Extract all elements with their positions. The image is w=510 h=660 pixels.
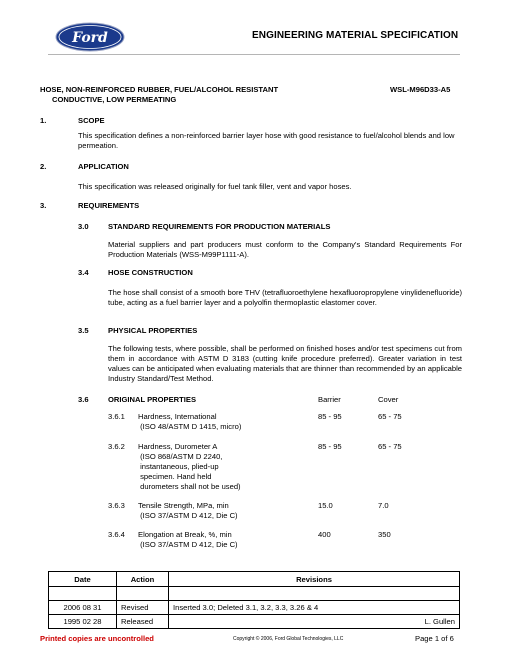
property-label: Tensile Strength, MPa, min <box>138 501 229 510</box>
section-number: 3. <box>40 201 47 210</box>
standard-requirements-text: Material suppliers and part producers must conform to the Company's Standard Requirements For Production Materials (WSS-M99P1111-A). <box>108 240 462 259</box>
property-number: 3.6.1 <box>108 412 125 421</box>
application-text: This specification was released originally for fuel tank filler, vent and vapor hoses. <box>78 182 352 191</box>
scope-text: This specification defines a non-reinforced barrier layer hose with good resistance to fuel/alcohol blends and low permeation. <box>78 131 455 150</box>
property-cover-value: 65 - 75 <box>378 442 402 451</box>
page-title: ENGINEERING MATERIAL SPECIFICATION <box>252 30 459 41</box>
revision-date: 1995 02 28 <box>49 615 117 629</box>
property-barrier-value: 85 - 95 <box>318 412 342 421</box>
property-number: 3.6.3 <box>108 501 125 510</box>
property-label: (ISO 868/ASTM D 2240, <box>138 452 223 461</box>
physical-properties-text: The following tests, where possible, shall be performed on finished hoses and/or test specimens cut from them in accordance with ASTM D 3183 (cutting knife procedure preferred). Greater variation in test values can be anticipated when evaluating materials that are thinner than recommended by an applicable Industry Standard/Test Method. <box>108 344 462 383</box>
property-cover-value: 350 <box>378 530 391 539</box>
revision-text <box>169 587 460 601</box>
table-row <box>49 587 460 601</box>
hose-construction-text: The hose shall consist of a smooth bore THV (tetrafluoroethylene hexafluoropropylene vinylidenefluoride) tube, acting as a fuel barrier layer and a polyolfin thermoplastic elastomer cover. <box>108 288 462 307</box>
property-label: instantaneous, plied-up <box>138 462 219 471</box>
revisions-table <box>48 571 460 629</box>
section-number: 1. <box>40 116 47 125</box>
property-label: Hardness, International <box>138 412 217 421</box>
section-title-physical-properties: PHYSICAL PROPERTIES <box>108 326 198 335</box>
column-header-barrier: Barrier <box>318 395 341 404</box>
column-header-cover: Cover <box>378 395 399 404</box>
property-number: 3.6.2 <box>108 442 125 451</box>
header-divider <box>48 54 460 55</box>
property-label: (ISO 37/ASTM D 412, Die C) <box>138 511 238 520</box>
section-title-application: APPLICATION <box>78 162 129 171</box>
column-header-action: Action <box>117 572 169 587</box>
revision-date: 2006 08 31 <box>49 601 117 615</box>
section-number: 3.4 <box>78 268 89 277</box>
subject-line-1: HOSE, NON-REINFORCED RUBBER, FUEL/ALCOHOL RESISTANT <box>40 85 279 94</box>
property-cover-value: 7.0 <box>378 501 389 510</box>
revision-text: Inserted 3.0; Deleted 3.1, 3.2, 3.3, 3.26 & 4 <box>169 601 460 615</box>
section-title-hose-construction: HOSE CONSTRUCTION <box>108 268 193 277</box>
property-label: Elongation at Break, %, min <box>138 530 232 539</box>
uncontrolled-notice: Printed copies are uncontrolled <box>40 634 154 643</box>
table-row <box>49 615 460 629</box>
section-number: 3.0 <box>78 222 89 231</box>
revision-action <box>117 587 169 601</box>
table-row <box>49 601 460 615</box>
section-number: 2. <box>40 162 47 171</box>
revision-author: L. Gullen <box>169 615 460 629</box>
revision-date <box>49 587 117 601</box>
column-header-revisions: Revisions <box>169 572 460 587</box>
spec-number: WSL-M96D33-A5 <box>390 85 451 94</box>
property-barrier-value: 85 - 95 <box>318 442 342 451</box>
copyright-notice: Copyright © 2006, Ford Global Technologies, LLC <box>233 636 344 642</box>
revision-action: Released <box>117 615 169 629</box>
property-label: Hardness, Durometer A <box>138 442 218 451</box>
page-number: Page 1 of 6 <box>415 634 454 643</box>
property-label: (ISO 48/ASTM D 1415, micro) <box>138 422 242 431</box>
section-title-original-properties: ORIGINAL PROPERTIES <box>108 395 197 404</box>
property-number: 3.6.4 <box>108 530 125 539</box>
property-label: specimen. Hand held <box>138 472 212 481</box>
section-number: 3.5 <box>78 326 89 335</box>
ford-logo <box>55 22 125 52</box>
logo-text: Ford <box>72 30 108 46</box>
section-title-standard-requirements: STANDARD REQUIREMENTS FOR PRODUCTION MATERIALS <box>108 222 331 231</box>
revision-action: Revised <box>117 601 169 615</box>
property-barrier-value: 15.0 <box>318 501 333 510</box>
section-number: 3.6 <box>78 395 89 404</box>
property-label: durometers shall not be used) <box>138 482 241 491</box>
property-cover-value: 65 - 75 <box>378 412 402 421</box>
section-title-scope: SCOPE <box>78 116 105 125</box>
property-barrier-value: 400 <box>318 530 331 539</box>
column-header-date: Date <box>49 572 117 587</box>
section-title-requirements: REQUIREMENTS <box>78 201 140 210</box>
property-label: (ISO 37/ASTM D 412, Die C) <box>138 540 238 549</box>
table-header-row <box>49 572 460 587</box>
subject-line-2: CONDUCTIVE, LOW PERMEATING <box>52 95 177 104</box>
